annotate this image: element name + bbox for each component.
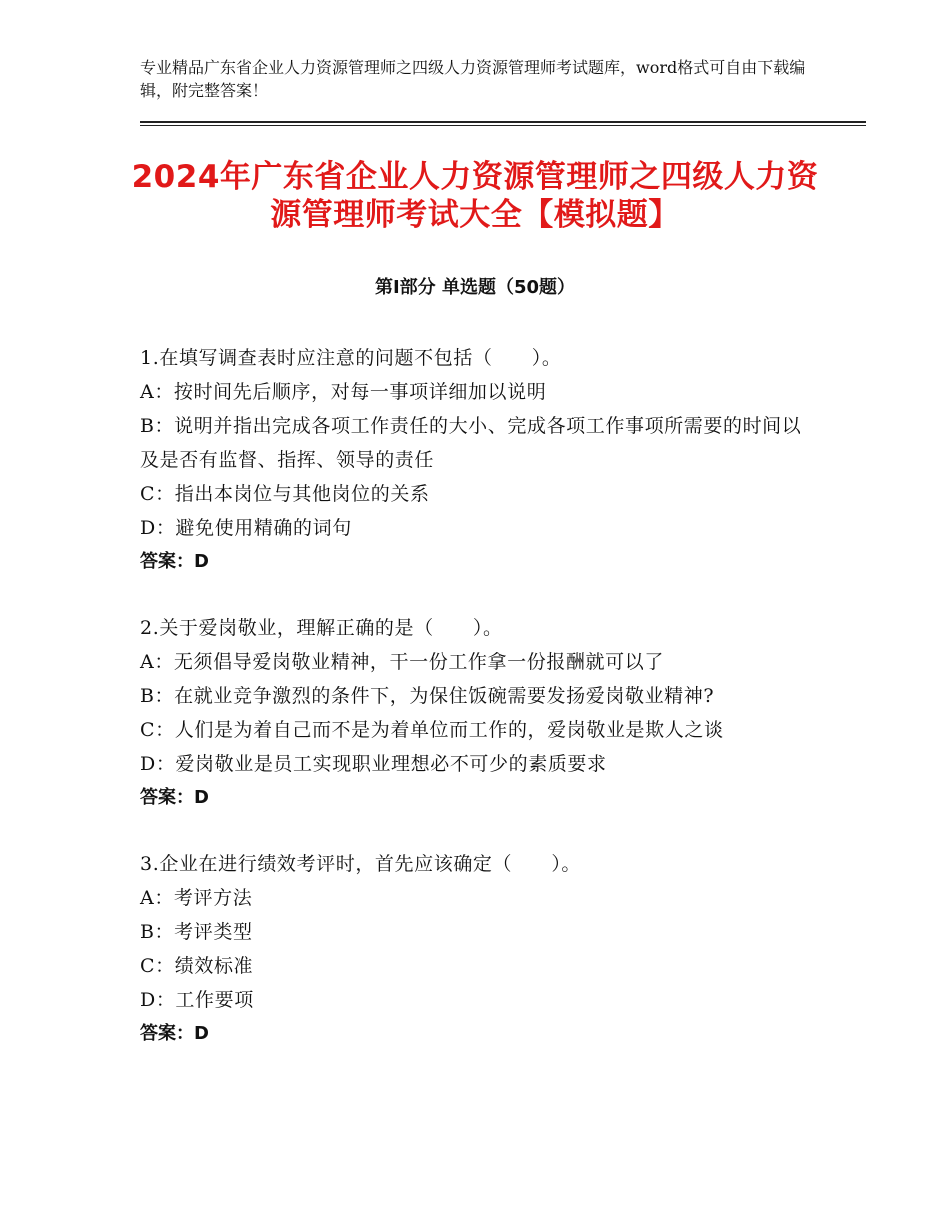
- question-stem: 3.企业在进行绩效考评时，首先应该确定（ ）。: [140, 853, 582, 875]
- document-title: 2024年广东省企业人力资源管理师之四级人力资源管理师考试大全【模拟题】: [131, 159, 819, 233]
- section-title: 第Ⅰ部分 单选题（50题）: [374, 277, 575, 298]
- question-2: [140, 611, 820, 815]
- option-a: A：按时间先后顺序，对每一事项详细加以说明: [140, 381, 547, 403]
- option-d: D：避免使用精确的词句: [140, 517, 352, 539]
- question-1: [140, 341, 820, 579]
- question-3: [140, 847, 820, 1051]
- question-list: [140, 341, 820, 1083]
- option-c: C：人们是为着自己而不是为着单位而工作的，爱岗敬业是欺人之谈: [140, 719, 724, 741]
- answer: 答案：D: [140, 551, 209, 572]
- option-c: C：指出本岗位与其他岗位的关系: [140, 483, 430, 505]
- option-b: B：考评类型: [140, 921, 253, 943]
- option-d: D：工作要项: [140, 989, 254, 1011]
- option-a: A：无须倡导爱岗敬业精神，干一份工作拿一份报酬就可以了: [140, 651, 664, 673]
- option-b: B：在就业竞争激烈的条件下，为保住饭碗需要发扬爱岗敬业精神?: [140, 685, 715, 707]
- header-divider-thin: [140, 125, 866, 126]
- option-a: A：考评方法: [140, 887, 253, 909]
- header-note: 专业精品广东省企业人力资源管理师之四级人力资源管理师考试题库，word格式可自由下载编辑，附完整答案！: [140, 58, 806, 100]
- question-stem: 2.关于爱岗敬业，理解正确的是（ ）。: [140, 617, 503, 639]
- header-divider-thick: [140, 121, 866, 123]
- question-stem: 1.在填写调查表时应注意的问题不包括（ ）。: [140, 347, 562, 369]
- option-d: D：爱岗敬业是员工实现职业理想必不可少的素质要求: [140, 753, 607, 775]
- option-b: B：说明并指出完成各项工作责任的大小、完成各项工作事项所需要的时间以及是否有监督、指挥、领导的责任: [140, 415, 802, 471]
- answer: 答案：D: [140, 1023, 209, 1044]
- answer: 答案：D: [140, 787, 209, 808]
- option-c: C：绩效标准: [140, 955, 254, 977]
